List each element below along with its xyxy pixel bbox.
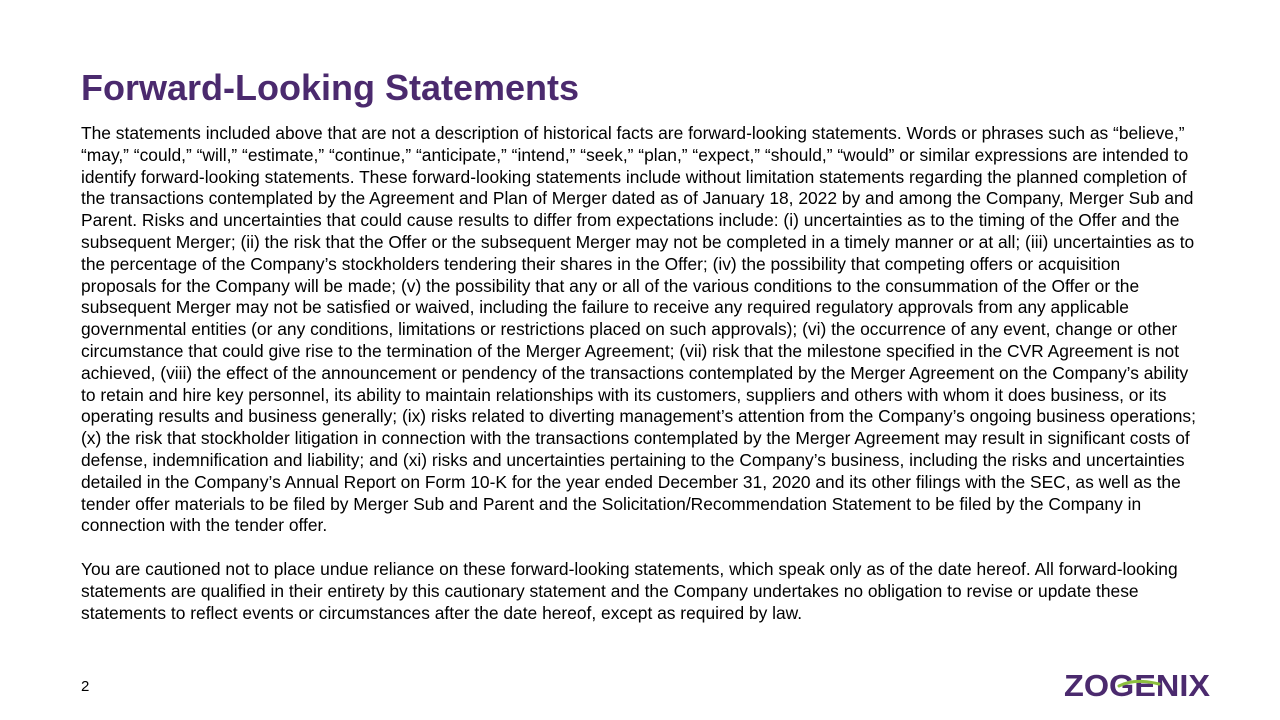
- zogenix-logo-wordmark: ZOGENIX: [1064, 668, 1211, 703]
- disclaimer-paragraph-1: The statements included above that are not a description of historical facts are forward-looking statements. Words or phrases such as “believe,” “may,” “could,” “will,” “estimate,” “continue,” “anticipate,” “intend,” “seek,” “plan,” “expect,” “should,” “would” or similar expressions are intended to identify forward-looking statements. These forward-looking statements include without limitation statements regarding the planned completion of the transactions contemplated by the Agreement and Plan of Merger dated as of January 18, 2022 by and among the Company, Merger Sub and Parent. Risks and uncertainties that could cause results to differ from expectations include: (i) uncertainties as to the timing of the Offer and the subsequent Merger; (ii) the risk that the Offer or the subsequent Merger may not be completed in a timely manner or at all; (iii) uncertainties as to the percentage of the Company’s stockholders tendering their shares in the Offer; (iv) the possibility that competing offers or acquisition proposals for the Company will be made; (v) the possibility that any or all of the various conditions to the consummation of the Offer or the subsequent Merger may not be satisfied or waived, including the failure to receive any required regulatory approvals from any applicable governmental entities (or any conditions, limitations or restrictions placed on such approvals); (vi) the occurrence of any event, change or other circumstance that could give rise to the termination of the Merger Agreement; (vii) risk that the milestone specified in the CVR Agreement is not achieved, (viii) the effect of the announcement or pendency of the transactions contemplated by the Merger Agreement on the Company’s ability to retain and hire key personnel, its ability to maintain relationships with its customers, suppliers and others with whom it does business, or its operating results and business generally; (ix) risks related to diverting management’s attention from the Company’s ongoing business operations; (x) the risk that stockholder litigation in connection with the transactions contemplated by the Merger Agreement may result in significant costs of defense, indemnification and liability; and (xi) risks and uncertainties pertaining to the Company’s business, including the risks and uncertainties detailed in the Company’s Annual Report on Form 10-K for the year ended December 31, 2020 and its other filings with the SEC, as well as the tender offer materials to be filed by Merger Sub and Parent and the Solicitation/Recommendation Statement to be filed by the Company in connection with the tender offer.: [81, 123, 1196, 536]
- disclaimer-paragraph-2: You are cautioned not to place undue reliance on these forward-looking statements, which speak only as of the date hereof. All forward-looking statements are qualified in their entirety by this cautionary statement and the Company undertakes no obligation to revise or update these statements to reflect events or circumstances after the date hereof, except as required by law.: [81, 558, 1178, 623]
- page-number: 2: [81, 678, 90, 695]
- slide-title: Forward-Looking Statements: [81, 67, 580, 108]
- zogenix-logo-graphic: [1063, 667, 1211, 703]
- disclaimer-body: [81, 123, 1196, 624]
- zogenix-logo: [1063, 667, 1211, 703]
